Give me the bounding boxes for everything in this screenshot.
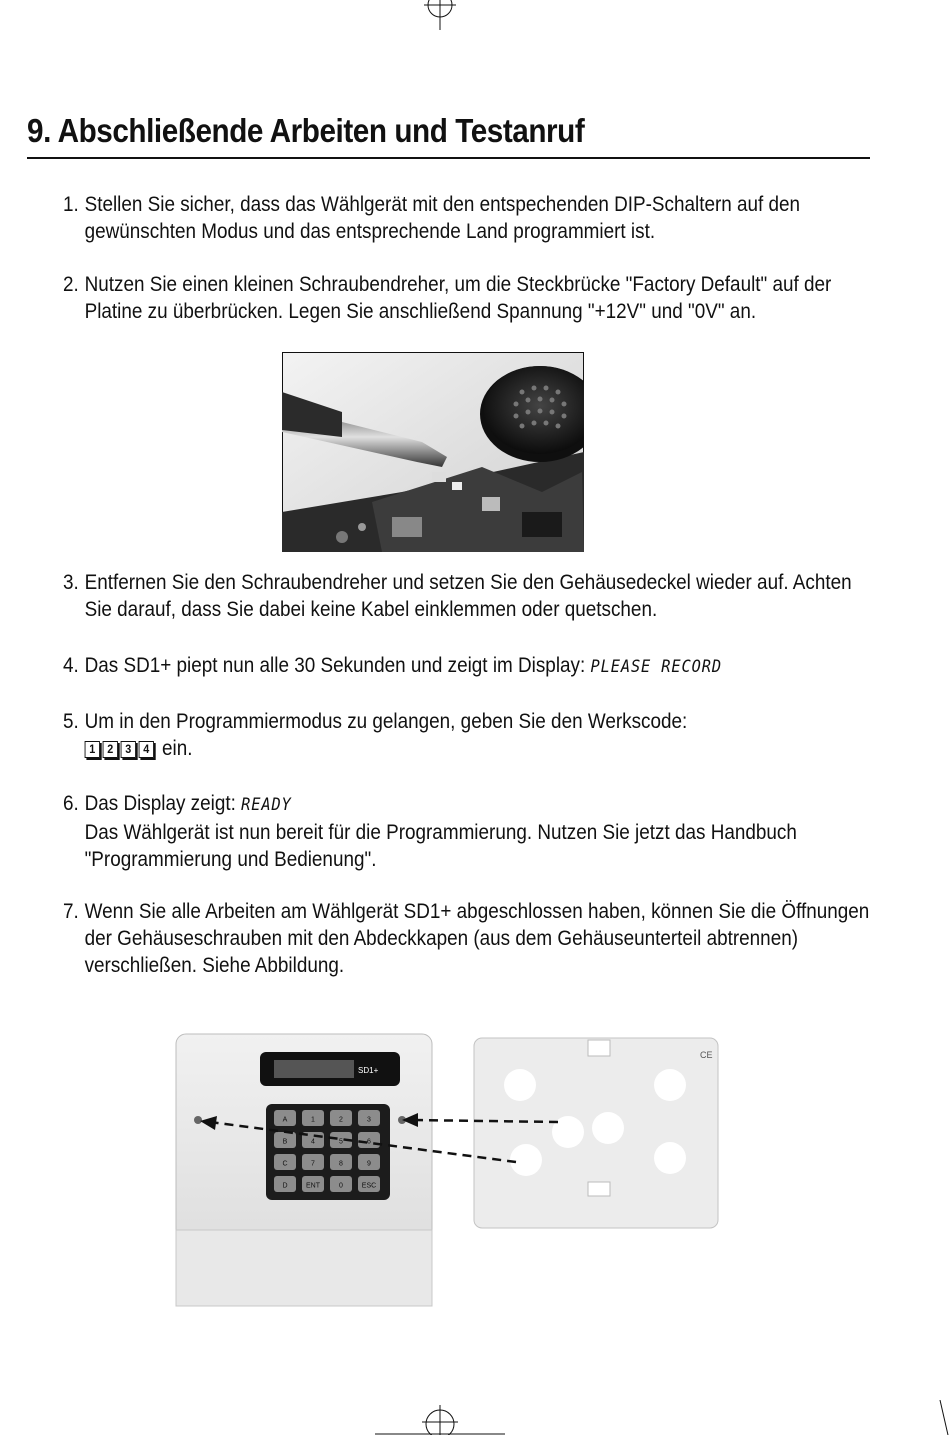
step-number: 1. [63,193,79,216]
display-message: READY [241,795,292,815]
keypad-key-label: ENT [306,1182,320,1190]
keypad-key-label: 1 [311,1116,315,1124]
keypad-key-label: 5 [339,1138,343,1146]
step-text [85,790,877,873]
keypad-key-label: 0 [339,1182,343,1190]
title-divider [27,157,870,159]
step-7 [63,898,870,979]
keypad-key-label: D [282,1182,288,1190]
key-icon: 2 [103,741,118,758]
key-icon: 3 [121,741,136,758]
svg-text:CE: CE [700,1050,713,1060]
key-icon: 4 [139,741,154,758]
step-text-lead: Das Display zeigt: [84,792,236,815]
keypad-key-label: ESC [361,1182,377,1190]
display-message: PLEASE RECORD [590,657,722,677]
keypad-key-label: A [282,1116,288,1124]
keypad-key-label: B [282,1138,288,1146]
step-4 [63,652,797,681]
step-number: 4. [63,654,79,677]
step-number: 7. [63,900,79,923]
step-text [85,652,877,681]
keypad-key-label: 8 [339,1160,343,1168]
step-number: 2. [63,273,79,296]
keypad-key-label: 2 [339,1116,343,1124]
step-text-lead: Um in den Programmiermodus zu gelangen, geben Sie den Werkscode: [84,710,688,733]
keypad-key-label: 9 [367,1160,371,1168]
step-1 [63,191,801,245]
step-3 [63,569,852,623]
step-2 [63,271,832,325]
step-6 [63,790,797,873]
keypad-key-label: 4 [311,1138,315,1146]
step-text-detail: Das Wählgerät ist nun bereit für die Programmierung. Nutzen Sie jetzt das Handbuch "Programmierung und Bedienung". [84,821,797,871]
step-number: 5. [63,710,79,733]
crop-mark-top [410,0,470,30]
step-text: Stellen Sie sicher, dass das Wählgerät mit den entspechenden DIP-Schaltern auf den gewünschten Modus und das entsprechende Land programmiert ist. [84,193,801,243]
key-icon: 1 [85,741,100,758]
keypad-key-label: 7 [311,1160,315,1168]
crop-mark-corner [930,1400,950,1435]
keypad-key-label: C [282,1160,288,1168]
step-text: Entfernen Sie den Schraubendreher und setzen Sie den Gehäusedeckel wieder auf. Achten Sie darauf, dass Sie dabei keine Kabel einklemmen oder quetschen. [84,571,852,621]
step-number: 3. [63,571,79,594]
step-number: 6. [63,792,79,815]
device-cover-illustration [170,1030,730,1310]
circuit-board-photo [282,352,584,552]
step-text-lead: Das SD1+ piept nun alle 30 Sekunden und zeigt im Display: [84,654,586,677]
step-text: Nutzen Sie einen kleinen Schraubendreher, um die Steckbrücke "Factory Default" auf der Platine zu überbrücken. Legen Sie anschließend Spannung "+12V" und "0V" an. [84,273,832,323]
crop-mark-bottom [370,1405,510,1435]
step-text [85,708,877,762]
keypad-key-label: 3 [367,1116,371,1124]
page-title: 9. Abschließende Arbeiten und Testanruf [27,112,585,149]
keypad-key-label: 6 [367,1138,371,1146]
step-text: Wenn Sie alle Arbeiten am Wählgerät SD1+ abgeschlossen haben, können Sie die Öffnungen der Gehäuseschrauben mit den Abdeckkapen (aus dem Gehäuseunterteil abtrennen) verschließen. Siehe Abbildung. [84,900,870,977]
factory-code-keys [85,735,157,762]
device-badge: SD1+ [358,1066,379,1075]
step-text-suffix: ein. [162,737,193,760]
step-5 [63,708,797,762]
